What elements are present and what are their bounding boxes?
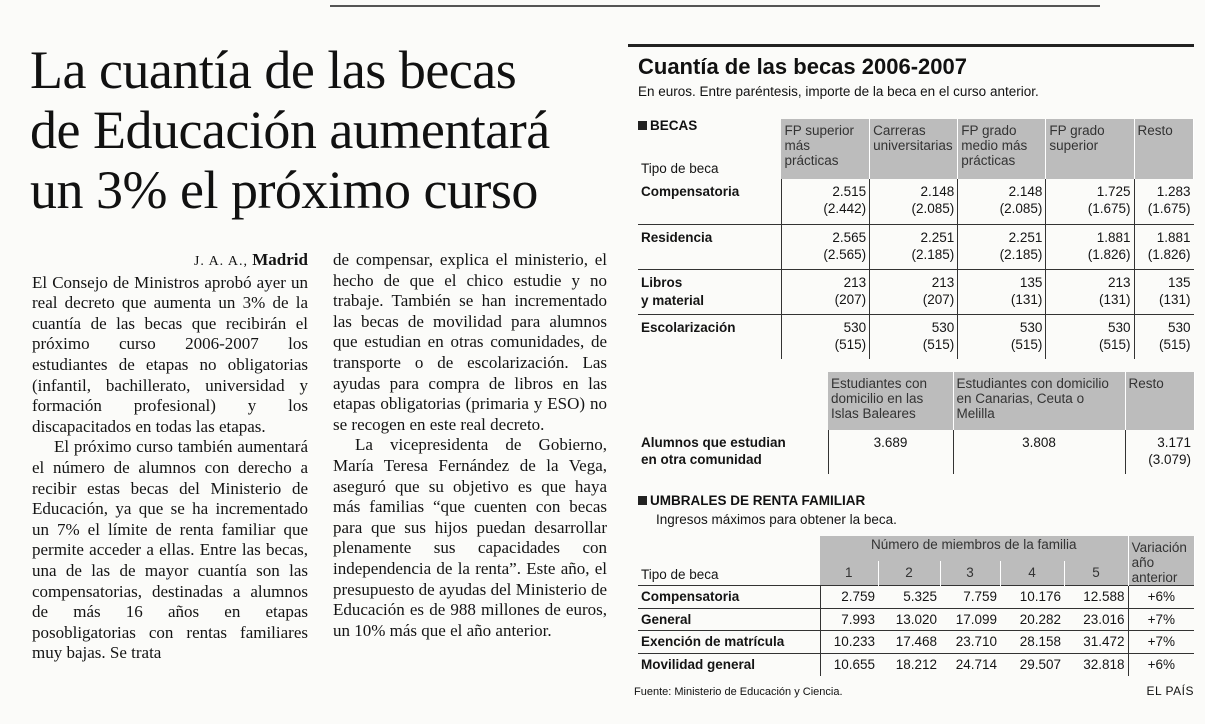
- table-cell: [1134, 179, 1193, 224]
- table-cell: 24.714: [940, 653, 1000, 676]
- section-title: UMBRALES DE RENTA FAMILIAR: [650, 493, 866, 508]
- row-label: [638, 179, 781, 224]
- table-cell: [1125, 430, 1194, 474]
- table-row: [638, 430, 1194, 474]
- cell-previous-value: (2.565): [823, 246, 867, 262]
- cell-value: 530: [1108, 319, 1131, 335]
- headline-line: de Educación aumentará: [30, 100, 550, 160]
- column-header: Tipo de beca: [641, 567, 719, 582]
- article-paragraph: La vicepresidenta de Gobierno, María Teresa Fernández de la Vega, aseguró que su objetivo es que haya más familias “que cuenten con becas para que sus hijos puedan desarrollar plenamente sus capacidades con independencia de la renta”. Este año, el presupuesto de ayudas del Ministerio de Educación es de 988 millones de euros, un 10% más que el año anterior.: [333, 435, 607, 640]
- table-cell: [781, 269, 869, 314]
- row-label: [638, 314, 781, 359]
- member-count-header: 3: [940, 561, 1000, 586]
- cell-previous-value: (1.826): [1147, 246, 1191, 262]
- table-row: [638, 269, 1194, 314]
- cell-previous-value: (515): [922, 336, 955, 352]
- cell-previous-value: (1.675): [1147, 201, 1191, 216]
- row-label: Exención de matrícula: [638, 631, 820, 654]
- cell-previous-value: (1.826): [1087, 246, 1131, 262]
- table-row: [638, 224, 1194, 269]
- cell-previous-value: (1.675): [1087, 201, 1131, 216]
- table-cell: 17.468: [878, 631, 940, 654]
- cell-value: 530: [1019, 319, 1043, 335]
- table-row: [638, 608, 1194, 631]
- cell-previous-value: (131): [1158, 291, 1191, 307]
- cell-previous-value: (515): [1010, 336, 1043, 352]
- infographic-rule: [628, 44, 1194, 47]
- column-header: Carreras universitarias: [870, 119, 958, 179]
- row-label-line: en otra comunidad: [641, 452, 762, 467]
- table-cell: [870, 179, 958, 224]
- row-label-line: Compensatoria: [641, 184, 740, 199]
- cell-value: 3.171: [1157, 435, 1191, 450]
- infographic-title: Cuantía de las becas 2006-2007: [638, 54, 967, 79]
- table-cell: [870, 224, 958, 269]
- cell-value: 213: [1108, 274, 1131, 290]
- cell-value: 213: [843, 274, 867, 290]
- row-label: Movilidad general: [638, 653, 820, 676]
- member-count-header: 5: [1064, 561, 1128, 586]
- table-cell: 17.099: [940, 608, 1000, 631]
- table-cell: [781, 179, 869, 224]
- cell-value: 3.689: [873, 435, 908, 450]
- umbrales-table: [638, 536, 1195, 676]
- table-cell: [958, 269, 1046, 314]
- cell-value: 135: [1019, 274, 1043, 290]
- table-row: [638, 653, 1194, 676]
- row-label: [638, 430, 828, 474]
- variation-cell: +6%: [1128, 653, 1194, 676]
- row-label-line: Libros: [641, 274, 683, 290]
- cell-value: 135: [1167, 274, 1191, 290]
- member-count-header: 2: [878, 561, 940, 586]
- table-cell: [958, 314, 1046, 359]
- table-cell: [781, 224, 869, 269]
- brand-logo: EL PAÍS: [1146, 684, 1194, 698]
- cell-previous-value: (2.185): [911, 246, 955, 262]
- table-cell: 23.016: [1064, 608, 1128, 631]
- table-row: [638, 631, 1194, 654]
- table-header-row: [638, 372, 1194, 430]
- table-row: [638, 314, 1194, 359]
- source-note: Fuente: Ministerio de Educación y Ciencia.: [634, 686, 843, 698]
- table-cell: [1134, 314, 1193, 359]
- article-paragraph: El próximo curso también aumentará el número de alumnos con derecho a recibir estas becas del Ministerio de Educación, ya que se ha incrementado un 7% el límite de renta familiar que permite acceder a ellas. Entre las becas, una de las de mayor cuantía son las compensatorias, destinadas a alumnos de más 16 años en etapas posobligatorias con rentas familiares muy bajas. Se trata: [32, 437, 308, 663]
- umbrales-note: Ingresos máximos para obtener la beca.: [656, 512, 897, 527]
- row-label-line: y material: [641, 292, 705, 308]
- cell-value: 530: [931, 319, 955, 335]
- cell-previous-value: (2.442): [823, 201, 867, 216]
- cell-value: 530: [843, 319, 867, 335]
- cell-value: 2.565: [832, 229, 867, 245]
- variation-cell: +7%: [1128, 608, 1194, 631]
- section-label-umbrales: [638, 493, 865, 508]
- headline: [30, 40, 610, 220]
- cell-previous-value: (3.079): [1148, 452, 1191, 467]
- movilidad-table: [638, 372, 1195, 474]
- cell-previous-value: (2.185): [999, 246, 1043, 262]
- row-label-line: Alumnos que estudian: [641, 435, 786, 450]
- row-label: [638, 269, 781, 314]
- table-row: [638, 586, 1194, 609]
- cell-value: 1.725: [1096, 184, 1131, 199]
- column-header: FP superior más prácticas: [781, 119, 869, 179]
- table-cell: 7.759: [940, 586, 1000, 609]
- table-cell: 18.212: [878, 653, 940, 676]
- column-header: FP grado superior: [1046, 119, 1134, 179]
- table-cell: 32.818: [1064, 653, 1128, 676]
- article-paragraph: El Consejo de Ministros aprobó ayer un real decreto que aumenta un 3% de la cuantía de las becas que recibirán el próximo curso 2006-2007 los estudiantes de etapas no obligatorias (infantil, bachillerato, universidad y formación profesional) y los discapacitados en todas las etapas.: [32, 272, 308, 436]
- table-cell: [1046, 224, 1134, 269]
- headline-line: La cuantía de las becas: [30, 40, 517, 100]
- headline-line: un 3% el próximo curso: [30, 160, 538, 220]
- group-header: Número de miembros de la familia: [820, 536, 1128, 561]
- table-cell: 28.158: [1000, 631, 1064, 654]
- table-cell: [781, 314, 869, 359]
- cell-value: 2.148: [1008, 184, 1043, 199]
- table-cell: 29.507: [1000, 653, 1064, 676]
- cell-previous-value: (515): [1099, 336, 1131, 352]
- variation-cell: +7%: [1128, 631, 1194, 654]
- table-cell: [1134, 269, 1193, 314]
- table-cell: [870, 314, 958, 359]
- column-header: Resto: [1134, 119, 1193, 179]
- table-cell: 20.282: [1000, 608, 1064, 631]
- column-header: Estudiantes con domicilio en Canarias, Ceuta o Melilla: [953, 372, 1125, 430]
- empty-cell: [638, 372, 828, 430]
- table-cell: 10.233: [820, 631, 878, 654]
- table-header-row: [638, 119, 1194, 179]
- byline-city: Madrid: [252, 250, 308, 269]
- table-cell: 5.325: [878, 586, 940, 609]
- article-column-2: [333, 250, 607, 641]
- table-cell: [1134, 224, 1193, 269]
- top-rule: [330, 5, 1100, 7]
- column-header: Resto: [1125, 372, 1194, 430]
- table-cell: [958, 224, 1046, 269]
- column-header: FP grado medio más prácticas: [958, 119, 1046, 179]
- cell-value: 3.808: [1022, 435, 1056, 450]
- table-cell: 23.710: [940, 631, 1000, 654]
- byline: [32, 250, 308, 273]
- row-label: General: [638, 608, 820, 631]
- cell-previous-value: (131): [1010, 291, 1043, 307]
- cell-previous-value: (207): [922, 291, 955, 307]
- cell-value: 2.251: [920, 229, 955, 245]
- variation-cell: +6%: [1128, 586, 1194, 609]
- table-cell: 7.993: [820, 608, 878, 631]
- table-cell: [828, 430, 953, 474]
- row-label: Compensatoria: [638, 586, 820, 609]
- cell-value: 1.283: [1156, 184, 1191, 199]
- cell-value: 530: [1167, 319, 1191, 335]
- table-cell: 10.655: [820, 653, 878, 676]
- article-paragraph: de compensar, explica el ministerio, el hecho de que el chico estudie y no trabaje. También se han incrementado las becas de movilidad para alumnos que estudian en otras comunidades, de transporte o de escolarización. Las ayudas para compra de libros en las etapas obligatorias (primaria y ESO) no se recogen en este real decreto.: [333, 250, 607, 434]
- cell-previous-value: (515): [1158, 336, 1191, 352]
- table-cell: [1046, 314, 1134, 359]
- table-cell: 2.759: [820, 586, 878, 609]
- cell-previous-value: (131): [1099, 291, 1131, 307]
- cell-previous-value: (207): [834, 291, 867, 307]
- cell-value: 2.515: [832, 184, 867, 199]
- table-cell: [953, 430, 1125, 474]
- table-cell: [870, 269, 958, 314]
- table-cell: 10.176: [1000, 586, 1064, 609]
- table-cell: [1046, 269, 1134, 314]
- cell-previous-value: (2.085): [911, 201, 955, 216]
- table-row: [638, 179, 1194, 224]
- cell-previous-value: (2.085): [999, 201, 1043, 216]
- cell-value: 2.148: [920, 184, 955, 199]
- column-header: Tipo de beca: [641, 161, 719, 176]
- table-header-row: [638, 536, 1194, 561]
- square-bullet-icon: [638, 496, 647, 505]
- column-header: Variación año anterior: [1128, 536, 1194, 586]
- cell-value: 1.881: [1156, 229, 1191, 245]
- cell-value: 2.251: [1008, 229, 1043, 245]
- column-header: Estudiantes con domicilio en las Islas Baleares: [828, 372, 953, 430]
- table-cell: [1046, 179, 1134, 224]
- infographic: [628, 44, 1194, 720]
- member-count-header: 4: [1000, 561, 1064, 586]
- table-cell: [958, 179, 1046, 224]
- table-cell: 31.472: [1064, 631, 1128, 654]
- table-cell: 13.020: [878, 608, 940, 631]
- becas-table: [638, 119, 1194, 359]
- byline-author: J. A. A.,: [193, 254, 249, 269]
- cell-value: 1.881: [1096, 229, 1131, 245]
- row-label: [638, 224, 781, 269]
- row-label-line: Escolarización: [641, 319, 736, 335]
- section-title: BECAS: [650, 118, 698, 133]
- article-column-1: [32, 250, 308, 664]
- cell-previous-value: (515): [834, 336, 867, 352]
- cell-value: 213: [931, 274, 955, 290]
- member-count-header: 1: [820, 561, 878, 586]
- row-label-line: Residencia: [641, 229, 713, 245]
- table-cell: 12.588: [1064, 586, 1128, 609]
- infographic-subtitle: En euros. Entre paréntesis, importe de la beca en el curso anterior.: [638, 84, 1039, 99]
